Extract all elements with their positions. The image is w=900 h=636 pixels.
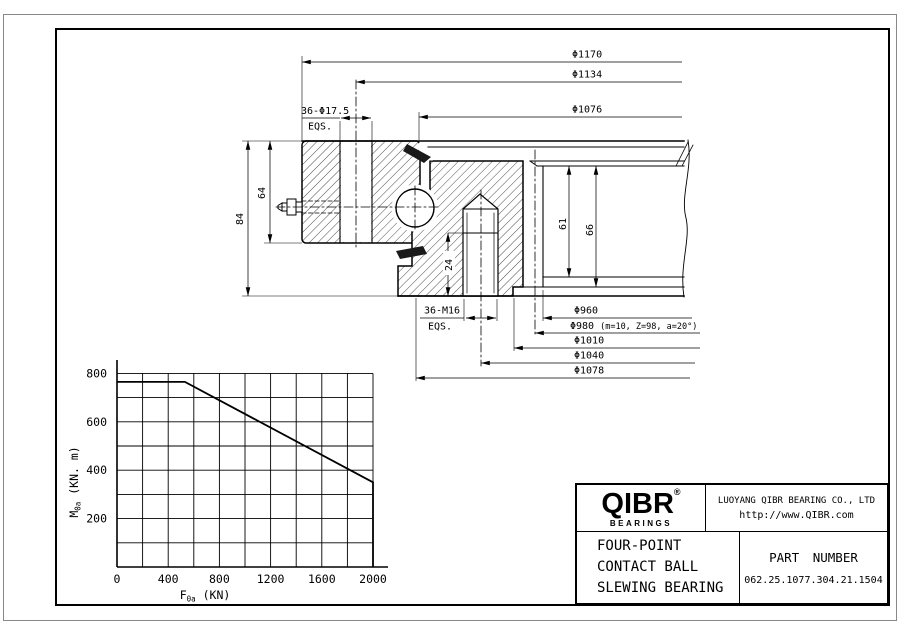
dim-24-label: 24 (444, 258, 455, 272)
dim-phi1010-label: Φ1010 (574, 335, 605, 347)
logo-cell (577, 485, 706, 531)
title-block-body-row (577, 532, 887, 603)
x-tick-label: 2000 (359, 572, 387, 586)
part-number-label: PART NUMBER (769, 549, 858, 565)
x-tick-label: 1600 (307, 572, 336, 586)
dim-66-label: 66 (585, 223, 596, 237)
dim-phi1040-label: Φ1040 (574, 350, 605, 362)
company-name: LUOYANG QIBR BEARING CO., LTD (717, 495, 876, 506)
logo-subtitle: BEARINGS (609, 519, 673, 528)
product-cell (577, 532, 740, 603)
title-block (575, 483, 889, 605)
chart-x-axis-title: $F_{0a}$ (KN) (179, 588, 231, 604)
company-cell (706, 485, 887, 531)
part-number-cell (740, 532, 887, 603)
product-name-line2: CONTACT BALL (597, 559, 699, 575)
product-name-line1: FOUR-POINT (597, 538, 682, 554)
dim-64-label: 64 (257, 186, 268, 200)
qibr-logo: QIBR® (601, 487, 681, 520)
dim-phi960-label: Φ960 (574, 305, 599, 317)
company-url: http://www.QIBR.com (739, 509, 854, 521)
dim-84-label: 84 (235, 212, 246, 226)
chart-y-axis-title: $M_{0a}$ (KN. m) (67, 446, 83, 518)
x-tick-label: 400 (157, 572, 179, 586)
y-tick-label: 800 (86, 366, 107, 381)
load-capacity-chart (86, 360, 388, 586)
part-number-value: 062.25.1077.304.21.1504 (744, 574, 883, 586)
inner-bolt-note: 36-M16 (423, 305, 461, 317)
y-tick-label: 400 (86, 463, 107, 478)
dim-phi980-label: Φ980 (m=10, Z=98, a=20°) (570, 321, 698, 332)
dim-61-label: 61 (558, 217, 569, 231)
product-name-line3: SLEWING BEARING (597, 580, 724, 596)
outer-bolt-note-eqs: EQS. (308, 121, 333, 133)
x-tick-label: 800 (209, 572, 230, 586)
y-tick-label: 600 (86, 414, 107, 429)
title-block-header-row (577, 485, 887, 532)
dim-phi1076-label: Φ1076 (572, 104, 603, 116)
outer-bolt-note: 36-Φ17.5 (301, 106, 350, 117)
inner-bolt-note-eqs: EQS. (427, 321, 453, 333)
y-tick-label: 200 (86, 511, 107, 526)
x-tick-label: 0 (113, 572, 121, 586)
x-tick-label: 1200 (256, 572, 285, 586)
dim-phi1170-label: Φ1170 (572, 49, 603, 61)
registered-trademark-icon: ® (673, 487, 681, 497)
dim-phi1134-label: Φ1134 (572, 69, 603, 81)
dim-phi1078-label: Φ1078 (574, 365, 605, 377)
